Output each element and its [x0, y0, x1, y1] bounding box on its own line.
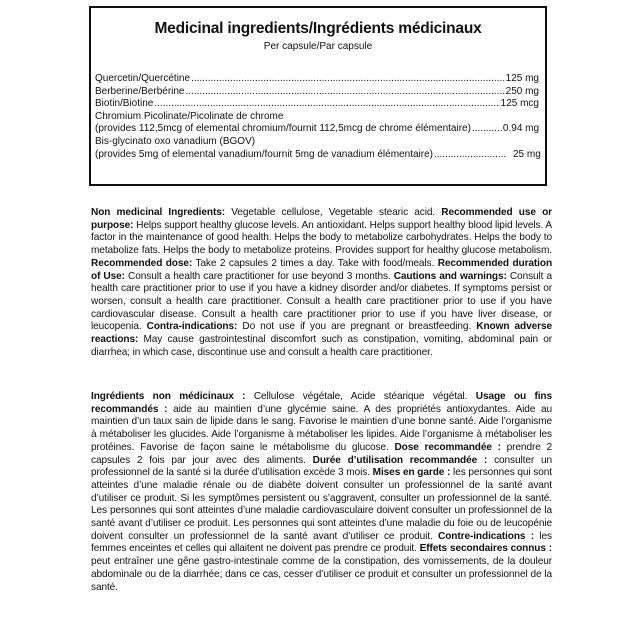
dose-label-fr: Dose recommandée :: [394, 441, 501, 453]
adverse-label-fr: Effets secondaires connus :: [419, 543, 552, 555]
dose-text: Take 2 capsules 2 times a day. Take with food/meals.: [192, 257, 438, 269]
leader-dots: [154, 98, 499, 111]
cautions-text-fr: les personnes qui sont atteintes d’une maladie rénale ou de diabète doivent consulter un professionnel de la santé avant d’utiliser ce produit. Si les symptômes persistent ou s’aggravent, consulter un professionnel de la santé. Les personnes qui sont atteintes d’une maladie cardiovasculaire doivent consulter un professionnel de la santé avant d’utiliser ce produit. Les personnes qui sont atteintes d’une maladie du foie ou de leucopénie doivent consulter un professionnel de la santé avant d’utiliser ce produit.: [91, 467, 552, 542]
english-label-text: [91, 207, 552, 359]
duration-text-fr: consulter un professionnel de la santé si la durée d’utilisation excède 3 mois.: [91, 454, 552, 479]
ingredient-amount: 0.94 mg: [502, 123, 540, 135]
use-text-fr: aide au maintien d’une glycémie saine. A des propriétés antioxydantes. Aide au maintien d’un taux sain de lipide dans le sang. Favorise le maintien d’une bonne santé. Aide l’organisme à métaboliser les glucides. Aide l’organisme à métaboliser les lipides. Aide l’organisme à métaboliser les protéines. Favorise de façon saine le métabolisme du glucose.: [91, 403, 553, 453]
per-capsule-subtitle: Per capsule/Par capsule: [263, 41, 373, 52]
ingredient-heading-vanadium: Bis-glycinato oxo vanadium (BGOV): [95, 135, 256, 147]
duration-label: Recommended duration of Use:: [91, 257, 553, 282]
ingredient-name: (provides 5mg of elemental vanadium/fournit 5mg de vanadium élémentaire): [95, 148, 433, 160]
ingredient-list: [95, 73, 539, 161]
ingredient-row-berberine: [95, 86, 539, 99]
ingredient-amount: 125 mg: [505, 73, 539, 84]
use-label: Recommended use or purpose:: [91, 207, 552, 231]
nmi-text: Vegetable cellulose, Vegetable stearic acid.: [225, 207, 442, 218]
ingredient-amount: 250 mg: [505, 85, 539, 97]
leader-dots: [186, 86, 505, 99]
cautions-text: Consult a health care practitioner prior to use if you have a kidney disorder and/or diabetes. If symptoms persist or worsen, consult a health care practitioner. Consult a health care practitioner prior to use if you have cardiovascular disease. Consult a health care practitioner prior to use if you have liver disease, or leucopenia.: [91, 270, 553, 333]
nmi-text-fr: Cellulose végétale, Acide stéarique végétal.: [245, 391, 476, 402]
ingredient-row-quercetin: [95, 73, 539, 86]
nmi-label-fr: Ingrédients non médicinaux :: [91, 391, 246, 402]
duration-label-fr: Durée d’utilisation recommandée :: [312, 454, 488, 466]
dose-label: Recommended dose:: [91, 257, 193, 269]
use-label-fr: Usage ou fins recommandés :: [91, 391, 552, 415]
contra-label: Contra-indications:: [146, 321, 238, 333]
ingredient-name: (provides 112,5mcg of elemental chromium/fournit 112,5mcg de chrome élémentaire): [95, 123, 471, 135]
adverse-text: May cause gastrointestinal discomfort such as constipation, vomiting, abdominal pain or diarrhea; in which case, discontinue use and consult a health care practitioner.: [91, 334, 552, 358]
cautions-label: Cautions and warnings:: [393, 270, 507, 282]
ingredient-name: Quercetin/Quercétine: [95, 73, 191, 84]
contra-text-fr: les femmes enceintes et celles qui allaitent ne doivent pas prendre ce produit.: [91, 530, 552, 555]
use-text: Helps support healthy glucose levels. An antioxidant. Helps support healthy blood lipid levels. A factor in the maintenance of good health. Helps the body to metabolize carbohydrates. Helps the body to metabolize fats. Helps the body to metabolize proteins. Provides support for healthy glucose metabolism.: [91, 219, 552, 257]
contra-text: Do not use if you are pregnant or breastfeeding.: [237, 321, 477, 333]
ingredient-name: Berberine/Berbérine: [95, 85, 185, 97]
ingredient-amount: 125 mcg: [500, 98, 539, 110]
ingredient-row-biotin: [95, 98, 539, 111]
ingredient-name: Biotin/Biotine: [95, 98, 154, 110]
leader-dots: [472, 123, 502, 136]
leader-dots: [191, 73, 505, 86]
contra-label-fr: Contre-indications :: [438, 530, 535, 542]
adverse-text-fr: peut entraîner une gêne gastro-intestinale comme de la constipation, des vomissements, de la douleur abdominale ou de la diarrhée; dans ce cas, cesser d’utiliser ce produit et consulter un professionnel de la santé.: [91, 556, 552, 593]
leader-dots: [434, 149, 506, 162]
ingredient-row-vanadium: [95, 149, 539, 162]
ingredient-row-chromium: [95, 123, 539, 136]
medicinal-ingredients-title: Medicinal ingredients/Ingrédients médicinaux: [154, 20, 482, 37]
ingredient-amount: 25 mg: [512, 148, 541, 160]
ingredient-heading-chromium: Chromium Picolinate/Picolinate de chrome: [95, 110, 284, 122]
nmi-label: Non medicinal Ingredients:: [91, 207, 225, 218]
cautions-label-fr: Mises en garde :: [372, 467, 451, 479]
french-label-text: [91, 391, 552, 594]
medicinal-ingredients-box: [89, 6, 547, 186]
dose-text-fr: prendre 2 capsules 2 fois par jour avec des aliments.: [91, 441, 553, 466]
adverse-label: Known adverse reactions:: [91, 321, 552, 346]
duration-text: Consult a health care practitioner for use beyond 3 months.: [124, 270, 394, 282]
